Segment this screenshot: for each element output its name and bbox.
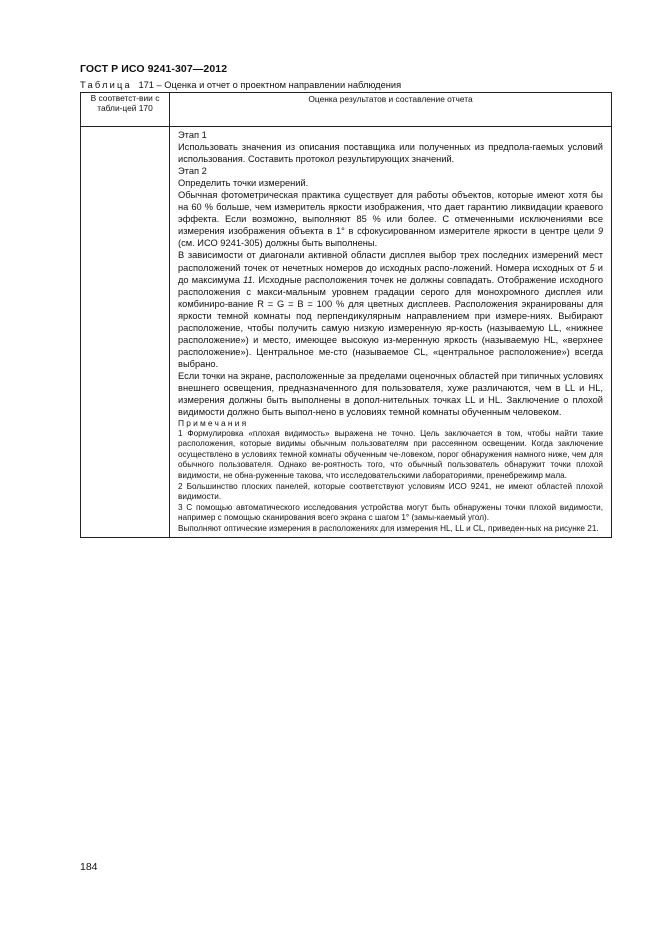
header-ref-column: В соответст-вии с табли-цей 170 (81, 93, 170, 127)
paragraph-diagonal-a: В зависимости от диагонали активной области дисплея выбор трех последних измерений мест расположений точек от нечетных номеров до исходных распо-ложений. Номера исходных от (178, 250, 603, 273)
table-body-row (81, 127, 612, 538)
report-table (80, 92, 612, 538)
table-caption (80, 80, 401, 90)
paragraph-photometric-b: в сфокусированном измерителе яркости в центре цели (348, 226, 595, 237)
paragraph-outside-points: Если точки на экране, расположенные за пределами оценочных областей при типичных условиях внешнего освещения, предназначенного для пользователя, хуже различаются, чем в LL и HL, измерения должны быть выполнены в допол-нительных точках LL и HL. Заключение о плохой видимости должно быть выпол-нено в условиях темной комнаты обученным человеком. (178, 370, 603, 418)
max-number: 11. (243, 274, 256, 285)
stage2-title: Этап 2 (178, 166, 207, 177)
note-3: 3 С помощью автоматического исследования устройства могут быть обнаружены точки плохой видимости, например с помощью сканирования всего экрана с шагом 1° (замы-каемый угол). (178, 502, 603, 523)
note-1: 1 Формулировка «плохая видимость» выражена не точно. Цель заключается в том, чтобы найти такие расположения, которые видимы обычным пользователям при рассеянном освещении. Когда заключение осуществлено в условиях темной комнаты обученным че-ловеком, порог обнаружения намного ниже, чем для обычного пользователя. Однако ве-роятность того, что обычный пользователь обнаружит точки плохой видимости, не обна-руженные такова, что исследовательскими лабораториями, пренебрежимр мала. (178, 428, 603, 480)
header-main-column: Оценка результатов и составление отчета (170, 93, 612, 127)
evaluation-cell (170, 127, 612, 538)
stage1-title: Этап 1 (178, 130, 207, 140)
min-number: 5 (589, 262, 595, 273)
paragraph-photometric-c: (см. ИСО 9241-305) должны быть выполнены. (178, 238, 378, 249)
page-number: 184 (80, 861, 98, 873)
target-number: 9 (597, 226, 604, 237)
paragraph-diagonal (178, 249, 603, 369)
table-caption-label: Таблица (80, 80, 132, 90)
stage1-text: Использовать значения из описания поставщика или полученных из предпола-гаемых условий использования. Составить протокол результирующих значений. (178, 142, 603, 165)
notes-title: Примечания (178, 418, 249, 429)
ref-cell-empty (81, 127, 170, 538)
paragraph-diagonal-c: Исходные расположения точек не должны совпадать. Отображение исходного расположения с макси-мальным уровнем градации серого для монохромного дисплея или комбиниро-вание R = G = B = 100 % для цветных дисплеев. Расположения экранированы для яркости темной комнаты под перпендикулярным направлением при измере-ниях. Выбирают расположение, чтобы получить самую низкую измеренную яр-кость (называемую LL, «нижнее расположение») и место, имеющее высокую из-меренную яркость (называемую HL, «верхнее расположение»). Центральное ме-сто (называемое CL, «центральное расположение») всегда выбрано. (178, 274, 603, 369)
stage2-intro: Определить точки измерений. (178, 178, 309, 189)
document-header: ГОСТ Р ИСО 9241-307—2012 (80, 63, 228, 75)
note-2: 2 Большинство плоских панелей, которые соответствуют условиям ИСО 9241, не имеют областей плохой видимости. (178, 481, 603, 502)
table-header-row (81, 93, 612, 127)
paragraph-photometric-a: Обычная фотометрическая практика существует для работы объектов, которые имеют хотя бы на 60 % больше, чем измеритель яркости изображения, что дает гарантию ликвидации краевого эффекта. Если возможно, выполняют 85 % или более. С отмеченными исключениями все измерения изображения объекта в 1° (178, 190, 603, 237)
table-caption-text: 171 – Оценка и отчет о проектном направлении наблюдения (138, 80, 402, 90)
paragraph-photometric (178, 189, 603, 249)
paragraph-diagonal-b: и до максимума (178, 262, 603, 285)
note-4: Выполняют оптические измерения в расположениях для измерения HL, LL и CL, приведен-ных на рисунке 21. (178, 523, 599, 533)
